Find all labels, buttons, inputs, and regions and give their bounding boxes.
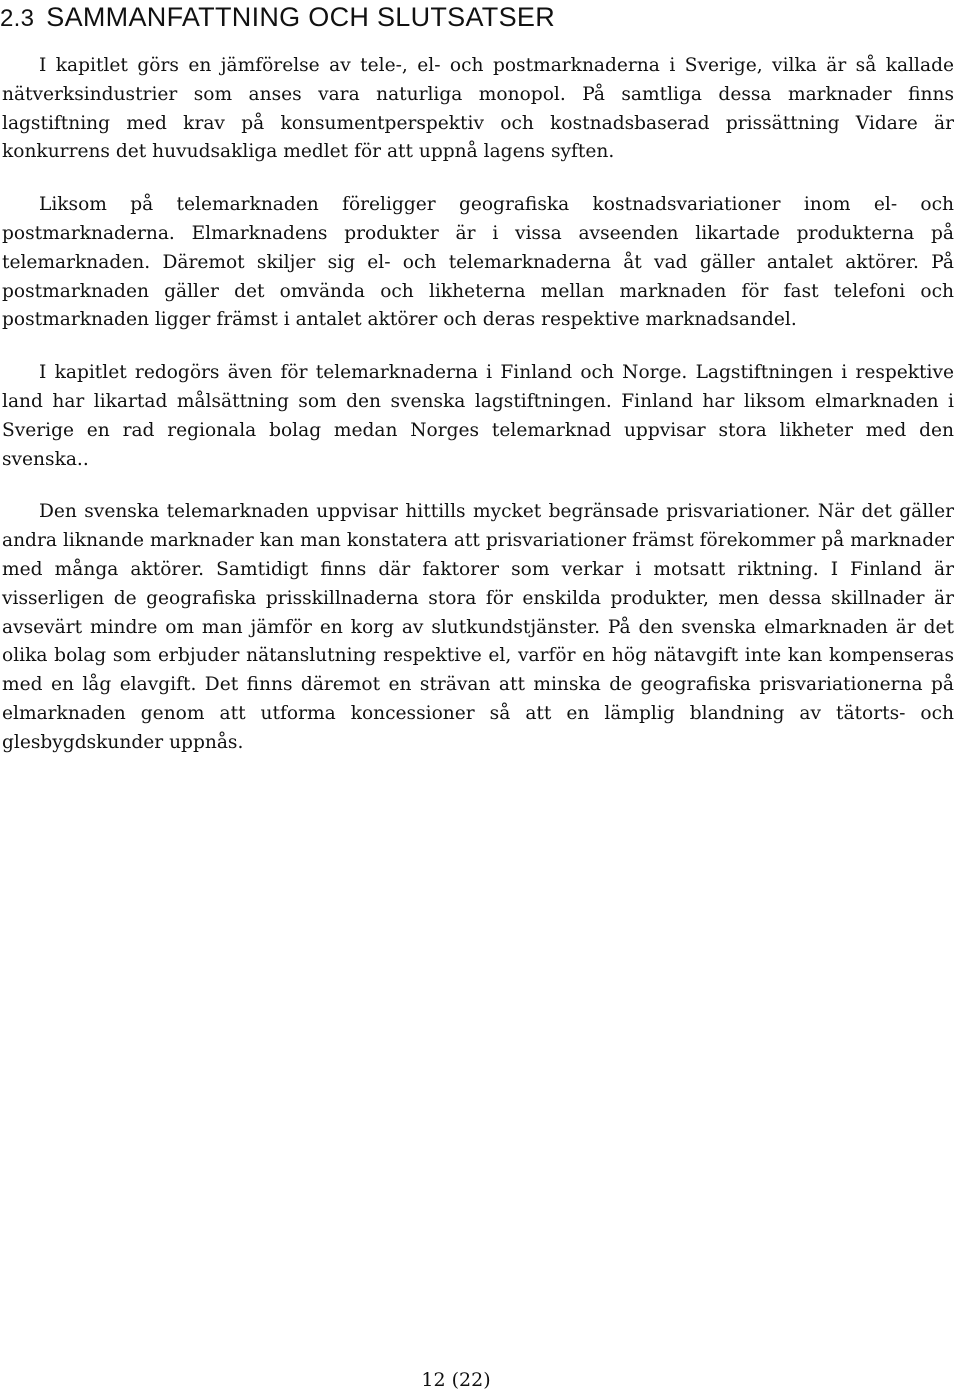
paragraph-intro: I kapitlet görs en jämförelse av tele-, el- och postmarknaderna i Sverige, vilka är så kallade nätverksindustrier som anses vara naturliga monopol. På samtliga dessa marknader finns lagstiftning med krav på konsumentperspektiv och kostnadsbaserad prissättning Vidare är konkurrens det huvudsakliga medlet för att uppnå lagens syften. [2, 55, 954, 163]
section-title: SAMMANFATTNING OCH SLUTSATSER [46, 2, 556, 32]
section-number: 2.3 [0, 5, 35, 32]
paragraph-price-variation: Den svenska telemarknaden uppvisar hittills mycket begränsade prisvariationer. När det gäller andra liknande marknader kan man konstatera att prisvariationer främst förekommer på marknader med många aktörer. Samtidigt finns där faktorer som verkar i motsatt riktning. I Finland är visserligen de geografiska prisskillnaderna stora för enskilda produkter, men dessa skillnader är avsevärt mindre om man jämför en korg av slutkundstjänster. På den svenska elmarknaden är det olika bolag som erbjuder nätanslutning respektive el, varför en hög nätavgift inte kan kompenseras med en låg elavgift. Det finns däremot en strävan att minska de geografiska prisvariationerna på elmarknaden genom att utforma koncessioner så att en lämplig blandning av tätorts- och glesbygdskunder uppnås. [2, 501, 954, 753]
paragraph-geographic-variation: Liksom på telemarknaden föreligger geografiska kostnadsvariationer inom el- och postmarknaderna. Elmarknadens produkter är i vissa avseenden likartade produkterna på telemarknaden. Däremot skiljer sig el- och telemarknaderna åt vad gäller antalet aktörer. På postmarknaden gäller det omvända och likheterna mellan marknaden för fast telefoni och postmarknaden ligger främst i antalet aktörer och deras respektive marknadsandel. [2, 194, 954, 331]
paragraph-finland-norway: I kapitlet redogörs även för telemarknaderna i Finland och Norge. Lagstiftningen i respektive land har likartad målsättning som den svenska lagstiftningen. Finland har liksom elmarknaden i Sverige en rad regionala bolag medan Norges telemarknad uppvisar stora likheter med den svenska.. [2, 362, 954, 470]
section-heading [0, 0, 960, 34]
page-number: 12 (22) [421, 1369, 491, 1391]
body-text [2, 52, 954, 782]
